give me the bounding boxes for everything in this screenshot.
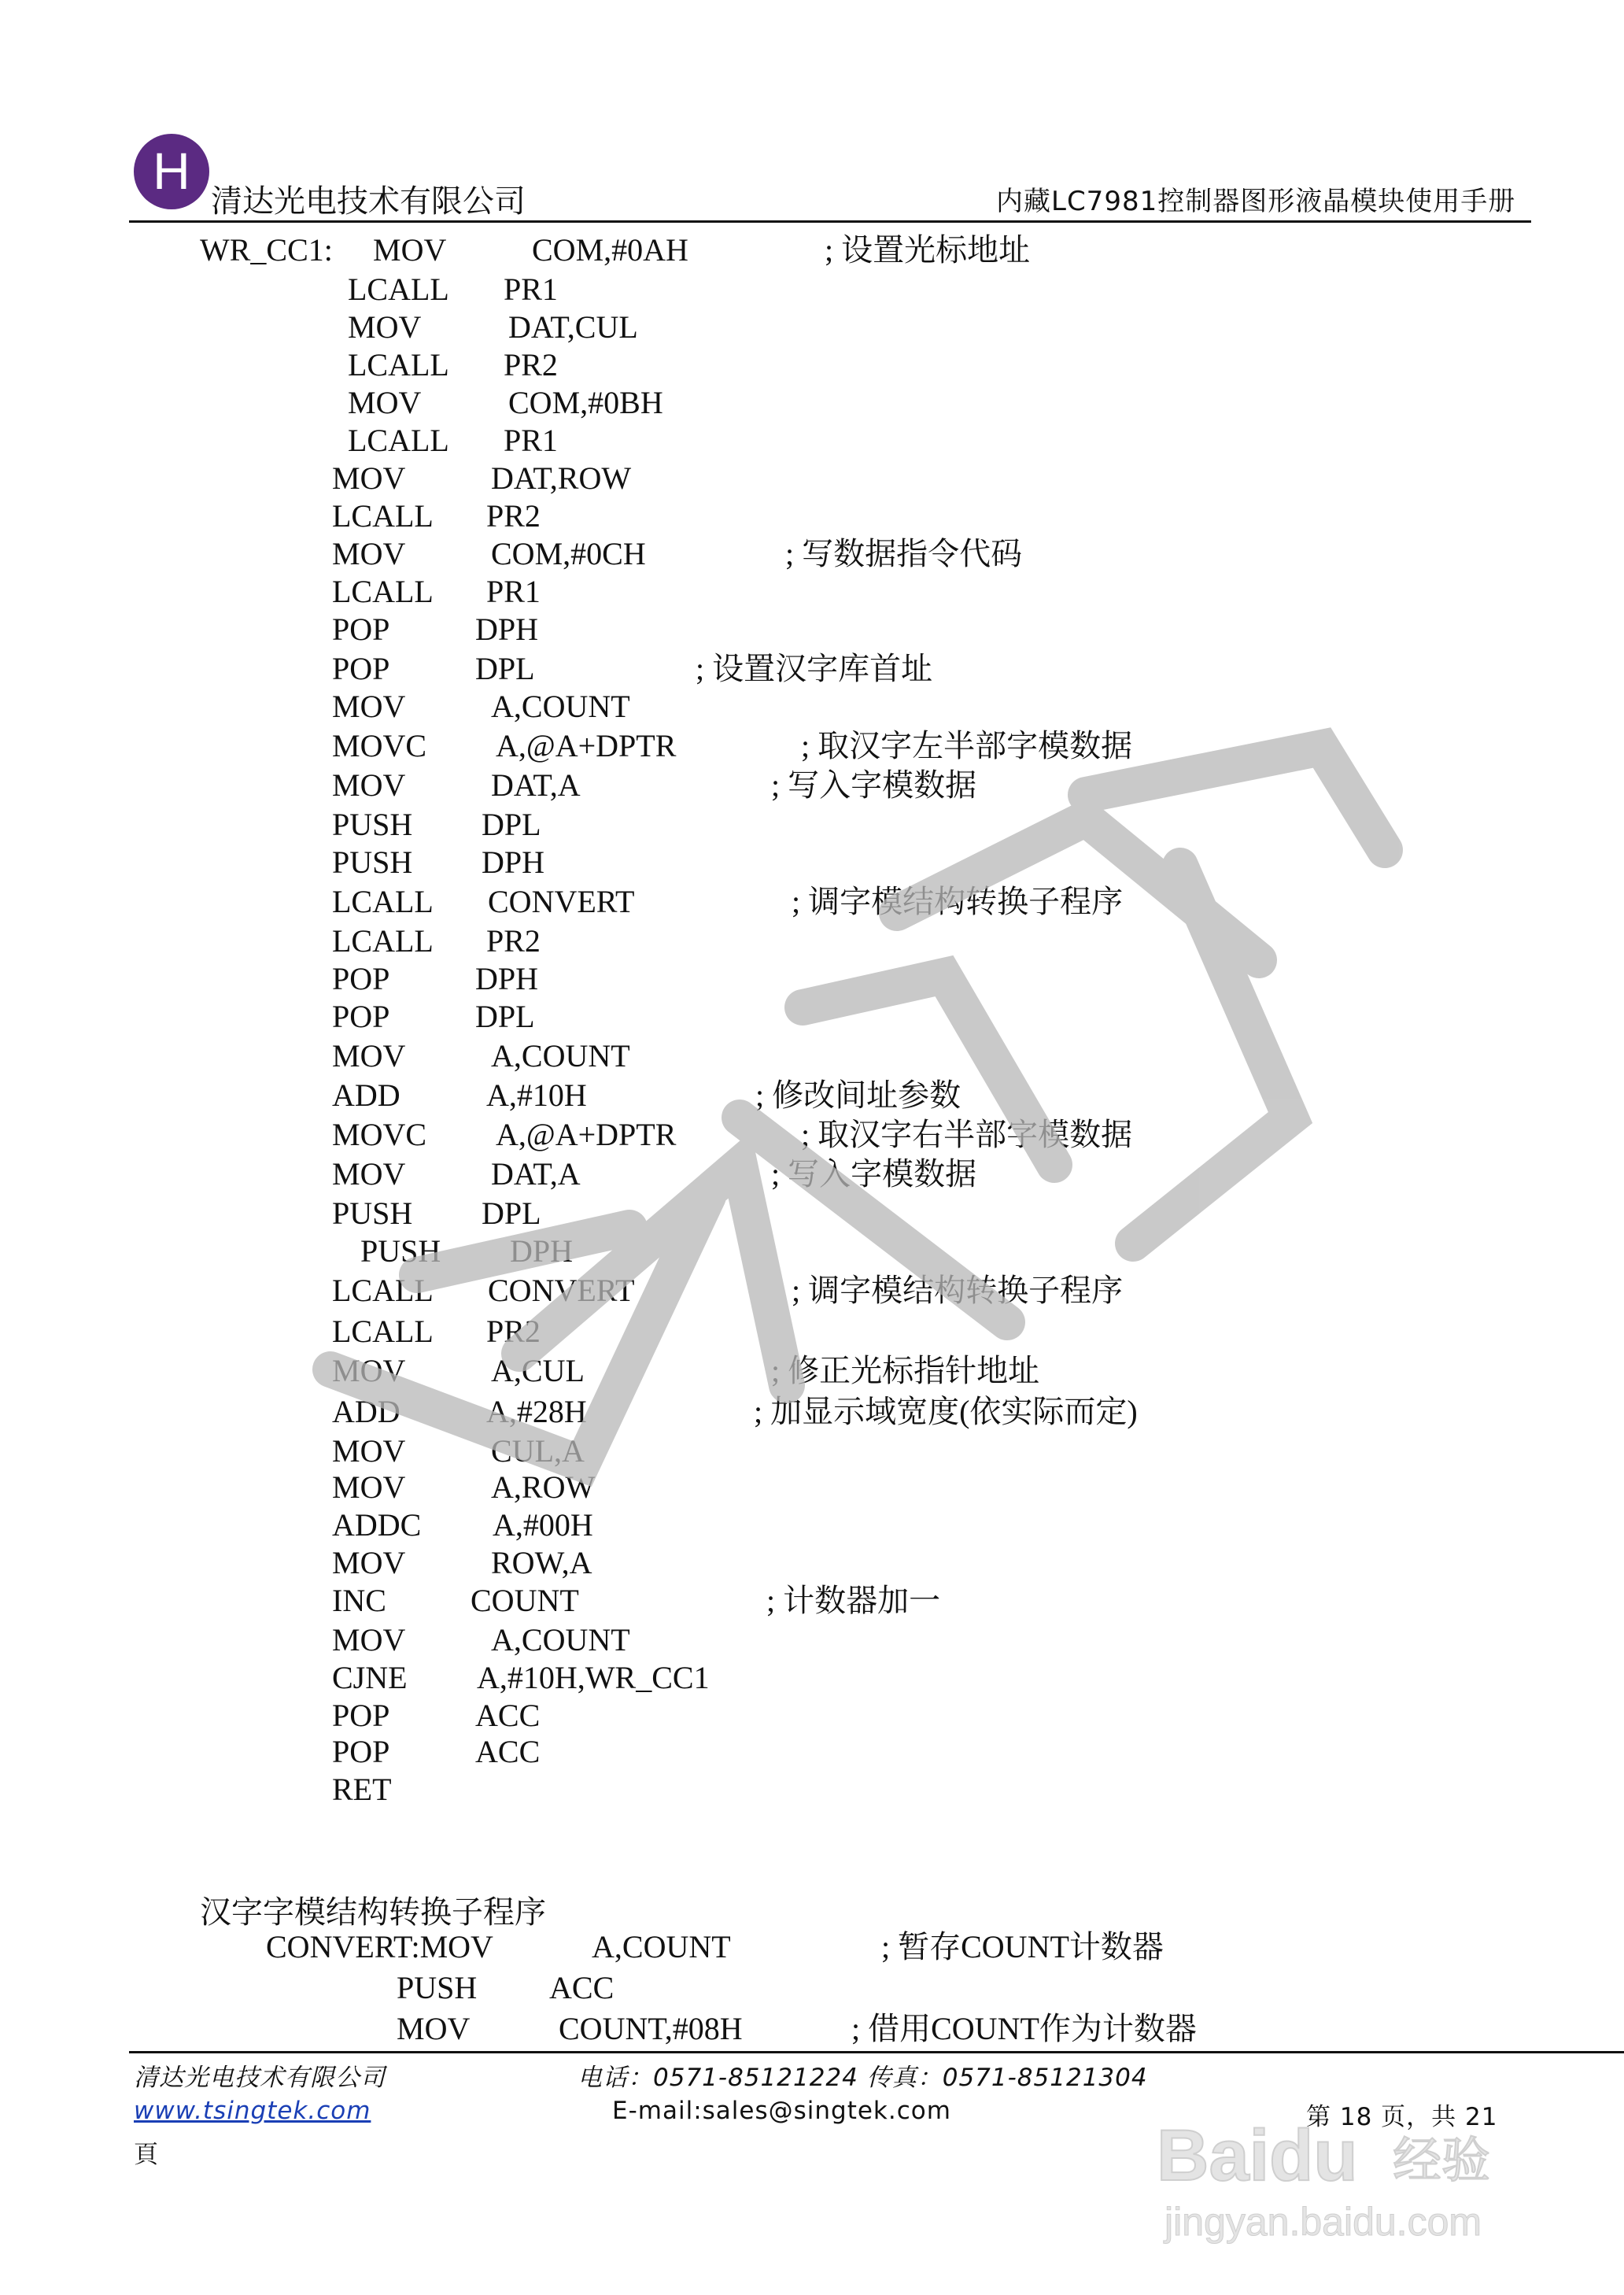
code-operand: DPH — [475, 961, 539, 996]
code-opcode: MOV — [332, 767, 406, 803]
code-comment: ; 取汉字左半部字模数据 — [801, 728, 1133, 763]
code-operand: PR2 — [486, 1314, 541, 1349]
code-opcode: LCALL — [332, 1314, 434, 1349]
code-operand: PR2 — [486, 923, 541, 959]
code-opcode: LCALL — [348, 347, 449, 382]
code-opcode: POP — [332, 612, 390, 647]
code-operand: COM,#0AH — [532, 232, 688, 268]
code-opcode: MOV — [332, 689, 406, 724]
code-operand: PR1 — [504, 272, 558, 307]
code-opcode: PUSH — [332, 807, 413, 842]
code-opcode: LCALL — [332, 884, 434, 919]
code-opcode: MOV — [332, 1469, 406, 1505]
baidu-brand: Baidu — [1157, 2116, 1358, 2196]
code-opcode: MOV — [348, 309, 422, 345]
code-comment: ; 取汉字右半部字模数据 — [801, 1117, 1133, 1152]
code-opcode: PUSH — [360, 1233, 441, 1269]
code-operand: A,#10H — [486, 1077, 587, 1113]
code-opcode: MOV — [332, 1545, 406, 1580]
code-operand: DAT,CUL — [508, 309, 638, 345]
code-comment: ; 借用COUNT作为计数器 — [851, 2011, 1197, 2046]
section-title: 汉字字模结构转换子程序 — [200, 1894, 546, 1930]
code-opcode: POP — [332, 961, 390, 996]
code-operand: PR2 — [504, 347, 558, 382]
code-operand: COUNT — [471, 1583, 579, 1618]
code-operand: A,#10H,WR_CC1 — [477, 1660, 710, 1695]
code-operand: DAT,A — [491, 1156, 581, 1192]
code-opcode: MOV — [373, 232, 447, 268]
code-comment: ; 计数器加一 — [766, 1583, 941, 1618]
code-label: WR_CC1: — [200, 232, 333, 268]
code-operand: DPH — [482, 844, 545, 880]
code-comment: ; 调字模结构转换子程序 — [792, 884, 1124, 919]
code-opcode: LCALL — [332, 574, 434, 609]
header-company-name: 清达光电技术有限公司 — [211, 183, 526, 219]
code-comment: ; 设置汉字库首址 — [696, 651, 933, 686]
code-opcode: CJNE — [332, 1660, 408, 1695]
code-operand: ACC — [475, 1734, 541, 1769]
footer-phone-fax: 电话：0571-85121224 传真：0571-85121304 — [578, 2064, 1148, 2092]
code-opcode: ADD — [332, 1077, 400, 1113]
code-operand: ACC — [549, 1970, 615, 2005]
code-operand: PR2 — [486, 498, 541, 534]
code-opcode: MOV — [332, 1353, 406, 1388]
code-opcode: POP — [332, 999, 390, 1034]
code-operand: A,#00H — [493, 1507, 593, 1543]
code-operand: ROW,A — [491, 1545, 592, 1580]
code-operand: CONVERT — [488, 884, 635, 919]
footer-page-info: 第 18 页，共 21 — [1306, 2103, 1498, 2131]
code-opcode: MOV — [397, 2011, 471, 2046]
code-opcode: MOVC — [332, 1117, 427, 1152]
code-operand: A,COUNT — [491, 1038, 630, 1074]
code-opcode: MOV — [332, 1433, 406, 1469]
code-comment: ; 设置光标地址 — [825, 232, 1031, 268]
code-comment: ; 修改间址参数 — [755, 1077, 961, 1113]
code-opcode: RET — [332, 1772, 392, 1807]
code-operand: PR1 — [504, 423, 558, 458]
code-operand: COUNT,#08H — [559, 2011, 743, 2046]
code-opcode: MOV — [332, 1156, 406, 1192]
code-opcode: LCALL — [348, 423, 449, 458]
code-operand: CONVERT — [488, 1273, 635, 1308]
code-operand: DPL — [475, 999, 535, 1034]
code-operand: PR1 — [486, 574, 541, 609]
code-operand: COM,#0CH — [491, 536, 646, 571]
code-operand: A,CUL — [491, 1353, 585, 1388]
code-operand: A,COUNT — [592, 1929, 731, 1964]
code-operand: ACC — [475, 1698, 541, 1733]
code-opcode: POP — [332, 1734, 390, 1769]
code-opcode: ADDC — [332, 1507, 422, 1543]
code-comment: ; 修正光标指针地址 — [771, 1353, 1040, 1388]
code-opcode: MOV — [332, 1622, 406, 1658]
code-opcode: LCALL — [332, 1273, 434, 1308]
code-operand: A,ROW — [491, 1469, 596, 1505]
code-opcode: MOV — [332, 536, 406, 571]
code-comment: ; 调字模结构转换子程序 — [792, 1273, 1124, 1308]
code-operand: DPL — [475, 651, 535, 686]
code-operand: DPH — [475, 612, 539, 647]
code-operand: DPL — [482, 1196, 541, 1231]
code-comment: ; 写数据指令代码 — [785, 536, 1023, 571]
code-operand: A,@A+DPTR — [496, 728, 677, 763]
code-operand: DAT,ROW — [491, 460, 632, 496]
code-opcode: POP — [332, 1698, 390, 1733]
baidu-url: jingyan.baidu.com — [1164, 2200, 1482, 2244]
code-operand: A,#28H — [486, 1394, 587, 1429]
code-operand: DPH — [510, 1233, 574, 1269]
code-operand: CUL,A — [491, 1433, 585, 1469]
code-opcode: POP — [332, 651, 390, 686]
code-operand: COM,#0BH — [508, 385, 663, 420]
footer-page-suffix: 頁 — [134, 2141, 159, 2169]
code-comment: ; 写入字模数据 — [771, 1156, 977, 1192]
code-opcode: INC — [332, 1583, 386, 1618]
footer-company-name: 清达光电技术有限公司 — [134, 2064, 386, 2092]
code-opcode: MOVC — [332, 728, 427, 763]
header-rule — [129, 220, 1531, 223]
code-operand: DPL — [482, 807, 541, 842]
company-logo — [132, 132, 211, 211]
code-operand: DAT,A — [491, 767, 581, 803]
code-opcode: ADD — [332, 1394, 400, 1429]
code-comment: ; 暂存COUNT计数器 — [881, 1929, 1164, 1964]
code-operand: A,@A+DPTR — [496, 1117, 677, 1152]
code-opcode: PUSH — [332, 1196, 413, 1231]
code-comment: ; 加显示域宽度(依实际而定) — [754, 1394, 1138, 1429]
code-operand: A,COUNT — [491, 1622, 630, 1658]
code-opcode: PUSH — [332, 844, 413, 880]
code-opcode: PUSH — [397, 1970, 478, 2005]
logo-letter: H — [153, 142, 190, 200]
code-comment: ; 写入字模数据 — [771, 767, 977, 803]
footer-email: E-mail:sales@singtek.com — [612, 2097, 951, 2125]
code-opcode: MOV — [332, 460, 406, 496]
manual-title: 内藏LC7981控制器图形液晶模块使用手册 — [996, 186, 1516, 217]
code-operand: A,COUNT — [491, 689, 630, 724]
code-opcode: MOV — [348, 385, 422, 420]
baidu-brand-cn: 经验 — [1393, 2131, 1491, 2189]
footer-rule — [129, 2051, 1624, 2053]
code-label: CONVERT:MOV — [266, 1929, 493, 1964]
code-opcode: LCALL — [332, 923, 434, 959]
footer-website-link[interactable]: www.tsingtek.com — [134, 2097, 371, 2125]
code-opcode: LCALL — [348, 272, 449, 307]
code-opcode: LCALL — [332, 498, 434, 534]
code-opcode: MOV — [332, 1038, 406, 1074]
